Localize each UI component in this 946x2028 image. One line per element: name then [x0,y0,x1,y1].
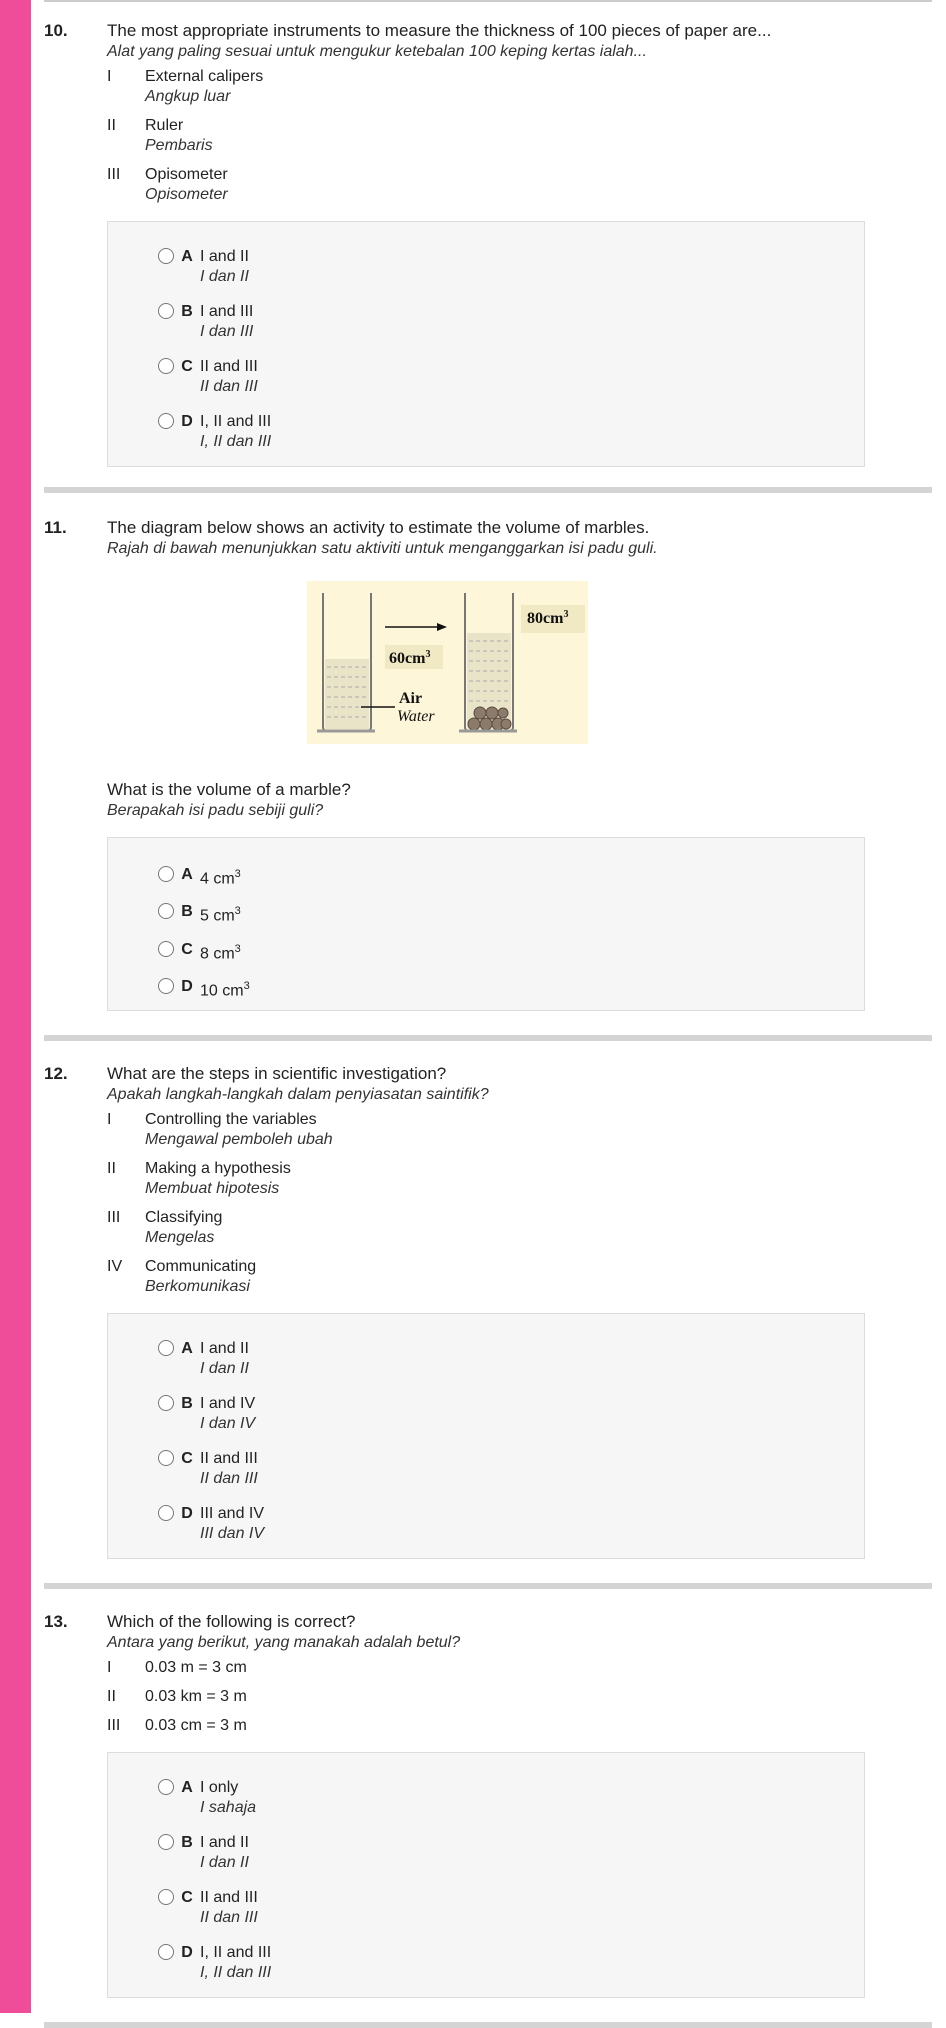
option-unit-sup: 3 [234,868,241,880]
question-text-ms: Apakah langkah-langkah dalam penyiasatan saintifik? [107,1086,489,1103]
statement-roman: I [107,1111,112,1128]
option-c[interactable] [158,1887,864,1928]
answer-options [107,1752,865,1998]
label-80cm-value: 80cm [527,610,564,627]
statement-text: Making a hypothesis [145,1160,291,1177]
option-text: I and II [200,1340,249,1357]
statement-roman: III [107,166,121,183]
option-letter: A [181,866,193,883]
statement-roman: I [107,1659,112,1676]
radio-button[interactable] [158,1889,174,1905]
radio-button[interactable] [158,978,174,994]
option-letter: C [181,358,193,375]
radio-button[interactable] [158,866,174,882]
statement-list [107,1657,932,1736]
statement-text: 0.03 cm = 3 m [145,1717,247,1734]
marble-diagram [307,581,932,749]
option-value: 4 cm [200,870,235,888]
label-water: Water [397,708,435,725]
label-60cm [389,649,430,667]
option-text-ms: I, II dan III [200,433,272,450]
option-text: I and II [200,1834,249,1851]
option-text: I and II [200,248,249,265]
option-d[interactable] [158,411,864,452]
statement-list [107,1109,932,1297]
statement-roman: IV [107,1258,123,1275]
statement-roman: II [107,117,116,134]
question-number: 10. [44,21,68,40]
sub-question-text-ms: Berapakah isi padu sebiji guli? [107,802,324,819]
option-a[interactable] [158,864,864,889]
option-text-ms: I dan III [200,323,254,340]
question-text: Which of the following is correct? [107,1612,356,1631]
statement-roman: I [107,68,112,85]
option-letter: B [181,303,193,320]
radio-button[interactable] [158,903,174,919]
option-unit-sup: 3 [234,905,241,918]
option-c[interactable] [158,1448,864,1489]
label-air: Air [399,690,423,707]
left-accent-bar [0,0,31,2013]
radio-button[interactable] [158,1340,174,1356]
option-unit-sup: 3 [234,942,241,955]
section-divider [44,2022,932,2028]
question-13 [44,1589,932,2020]
option-letter: C [181,940,193,958]
option-a[interactable] [158,1338,864,1379]
option-text: II and III [200,1889,258,1906]
radio-button[interactable] [158,1450,174,1466]
question-10 [44,0,932,489]
statement-item [107,164,932,205]
option-d[interactable] [158,1503,864,1544]
statement-text: Ruler [145,117,184,134]
statement-text-ms: Angkup luar [145,88,231,105]
question-text: The diagram below shows an activity to estimate the volume of marbles. [107,518,650,537]
option-value: 5 cm [200,907,235,925]
statement-text-ms: Mengelas [145,1229,215,1246]
option-text-ms: II dan III [200,1909,258,1926]
option-text-ms: I sahaja [200,1799,257,1816]
radio-button[interactable] [158,413,174,429]
statement-item [107,115,932,156]
option-text: I and III [200,303,254,320]
statement-text: External calipers [145,68,264,85]
answer-options [107,1313,865,1559]
statement-text: Controlling the variables [145,1111,317,1128]
option-text-ms: I dan IV [200,1415,256,1432]
option-d[interactable] [158,1942,864,1983]
option-c[interactable] [158,939,864,964]
statement-item [107,66,932,107]
label-80cm-sup: 3 [563,609,569,620]
radio-button[interactable] [158,1944,174,1960]
question-number: 12. [44,1064,68,1083]
question-text: The most appropriate instruments to measure the thickness of 100 pieces of paper are... [107,21,772,40]
statement-roman: III [107,1209,121,1226]
statement-text: 0.03 m = 3 cm [145,1659,247,1676]
option-d[interactable] [158,976,864,1001]
statement-roman: II [107,1688,116,1705]
option-text-ms: II dan III [200,378,258,395]
option-letter: D [181,1505,193,1522]
option-text: I, II and III [200,1944,272,1961]
option-letter: D [181,1944,193,1961]
option-letter: A [181,248,193,265]
statement-text-ms: Mengawal pemboleh ubah [145,1131,333,1148]
statement-text: Communicating [145,1258,257,1275]
option-text: I, II and III [200,413,272,430]
statement-item [107,1256,932,1297]
option-value: 10 cm [200,982,244,1000]
statement-roman: III [107,1717,121,1734]
option-b[interactable] [158,1832,864,1873]
question-number: 11. [44,518,67,537]
question-11 [44,493,932,1033]
option-text: II and III [200,1450,258,1467]
option-text-ms: I, II dan III [200,1964,272,1981]
option-letter: A [181,1779,193,1796]
option-text: I and IV [200,1395,256,1412]
radio-button[interactable] [158,248,174,264]
option-c[interactable] [158,356,864,397]
option-letter: C [181,1450,193,1467]
option-text: I only [200,1779,239,1796]
statement-text-ms: Opisometer [145,186,228,203]
option-text: III and IV [200,1505,265,1522]
statement-item [107,1109,932,1150]
option-text: II and III [200,358,258,375]
option-letter: A [181,1340,193,1357]
question-12 [44,1041,932,1581]
option-text-ms: III dan IV [200,1525,265,1542]
option-value: 8 cm [200,944,235,962]
statement-item [107,1686,932,1707]
statement-roman: II [107,1160,116,1177]
statement-text-ms: Berkomunikasi [145,1278,250,1295]
question-text-ms: Rajah di bawah menunjukkan satu aktiviti untuk menganggarkan isi padu guli. [107,540,658,557]
radio-button[interactable] [158,941,174,957]
statement-text: Opisometer [145,166,228,183]
volume-diagram-image [307,581,588,744]
option-letter: B [181,1834,193,1851]
question-list [44,0,932,2028]
option-text-ms: I dan II [200,1360,249,1377]
option-unit-sup: 3 [243,979,250,992]
question-number: 13. [44,1612,68,1631]
option-letter: D [181,413,193,430]
option-letter: D [181,977,193,995]
option-a[interactable] [158,1777,864,1818]
option-text-ms: I dan II [200,268,249,285]
statement-text-ms: Pembaris [145,137,213,154]
radio-button[interactable] [158,303,174,319]
answer-options [107,221,865,467]
answer-options [107,837,865,1011]
radio-button[interactable] [158,1834,174,1850]
statement-list [107,66,932,205]
radio-button[interactable] [158,1395,174,1411]
option-text-ms: I dan II [200,1854,249,1871]
radio-button[interactable] [158,1505,174,1521]
statement-item [107,1207,932,1248]
label-80cm [527,609,568,627]
question-text-ms: Alat yang paling sesuai untuk mengukur ketebalan 100 keping kertas ialah... [107,43,647,60]
option-letter: C [181,1889,193,1906]
option-letter: B [181,903,193,921]
radio-button[interactable] [158,1779,174,1795]
option-b[interactable] [158,301,864,342]
statement-item [107,1715,932,1736]
statement-text-ms: Membuat hipotesis [145,1180,280,1197]
option-text-ms: II dan III [200,1470,258,1487]
option-b[interactable] [158,901,864,926]
radio-button[interactable] [158,358,174,374]
label-60cm-value: 60cm [389,650,426,667]
option-a[interactable] [158,246,864,287]
statement-text: Classifying [145,1209,223,1226]
statement-item [107,1158,932,1199]
statement-text: 0.03 km = 3 m [145,1688,247,1705]
label-60cm-sup: 3 [425,649,431,660]
sub-question-text: What is the volume of a marble? [107,780,351,799]
question-text-ms: Antara yang berikut, yang manakah adalah betul? [107,1634,461,1651]
question-text: What are the steps in scientific investigation? [107,1064,447,1083]
option-b[interactable] [158,1393,864,1434]
statement-item [107,1657,932,1678]
option-letter: B [181,1395,193,1412]
